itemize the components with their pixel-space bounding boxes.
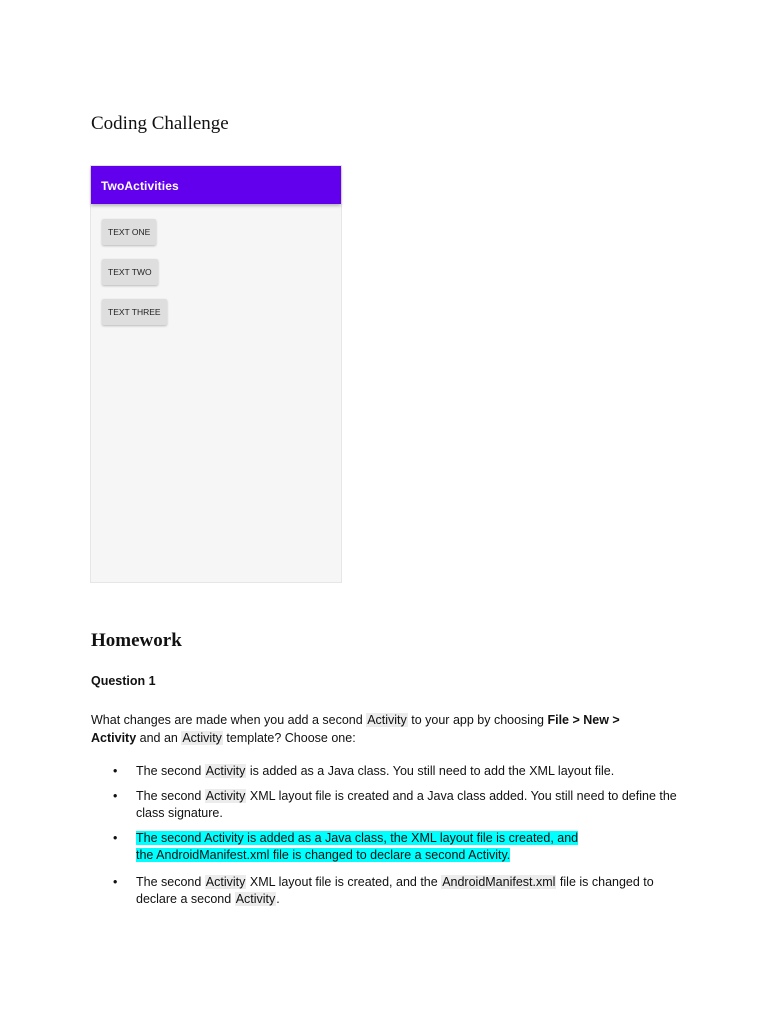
answer-option-4[interactable] [91, 874, 691, 908]
bullet-icon: • [113, 789, 118, 803]
answer-options [91, 763, 691, 916]
coding-challenge-heading: Coding Challenge [91, 113, 229, 134]
option-text: XML layout file is created and a Java class added. You still need to define the class signature. [136, 789, 677, 820]
text-two-button[interactable]: TEXT TWO [102, 259, 158, 285]
text-one-button[interactable]: TEXT ONE [102, 219, 156, 245]
bullet-icon: • [113, 831, 118, 845]
text-three-button[interactable]: TEXT THREE [102, 299, 167, 325]
app-bar [91, 166, 341, 204]
option-text: file is changed to declare a second [136, 875, 654, 906]
bullet-icon: • [113, 764, 118, 778]
app-screenshot [90, 165, 342, 583]
code-activity: Activity [367, 713, 407, 727]
question-text-part: and an [136, 731, 182, 745]
option-text: The second [136, 789, 205, 803]
code-manifest: AndroidManifest.xml [442, 875, 556, 889]
code-activity: Activity [205, 875, 246, 889]
highlighted-option-line: The second Activity is added as a Java class, the XML layout file is created, and [136, 831, 579, 845]
option-text: The second [136, 875, 205, 889]
code-activity: Activity [235, 892, 276, 906]
bullet-icon: • [113, 875, 118, 889]
code-activity: Activity [182, 731, 222, 745]
highlighted-option-line: the AndroidManifest.xml file is changed to declare a second Activity. [136, 848, 511, 862]
question-label: Question 1 [91, 674, 156, 688]
menu-path-file-new: File > New > [547, 713, 620, 727]
answer-option-1[interactable] [91, 763, 691, 780]
question-text-part: What changes are made when you add a second [91, 713, 367, 727]
option-text: . [276, 892, 280, 906]
code-activity: Activity [205, 764, 246, 778]
menu-path-activity: Activity [91, 731, 137, 745]
answer-option-3-highlighted[interactable] [91, 830, 691, 864]
question-text [91, 711, 651, 747]
option-text: is added as a Java class. You still need to add the XML layout file. [246, 764, 615, 778]
question-text-part: to your app by choosing [407, 713, 548, 727]
app-title: TwoActivities [101, 179, 179, 193]
code-activity: Activity [205, 789, 246, 803]
homework-heading: Homework [91, 630, 182, 651]
option-text: XML layout file is created, and the [246, 875, 442, 889]
option-text: The second [136, 764, 205, 778]
answer-option-2[interactable] [91, 788, 691, 822]
question-text-part: template? Choose one: [222, 731, 356, 745]
